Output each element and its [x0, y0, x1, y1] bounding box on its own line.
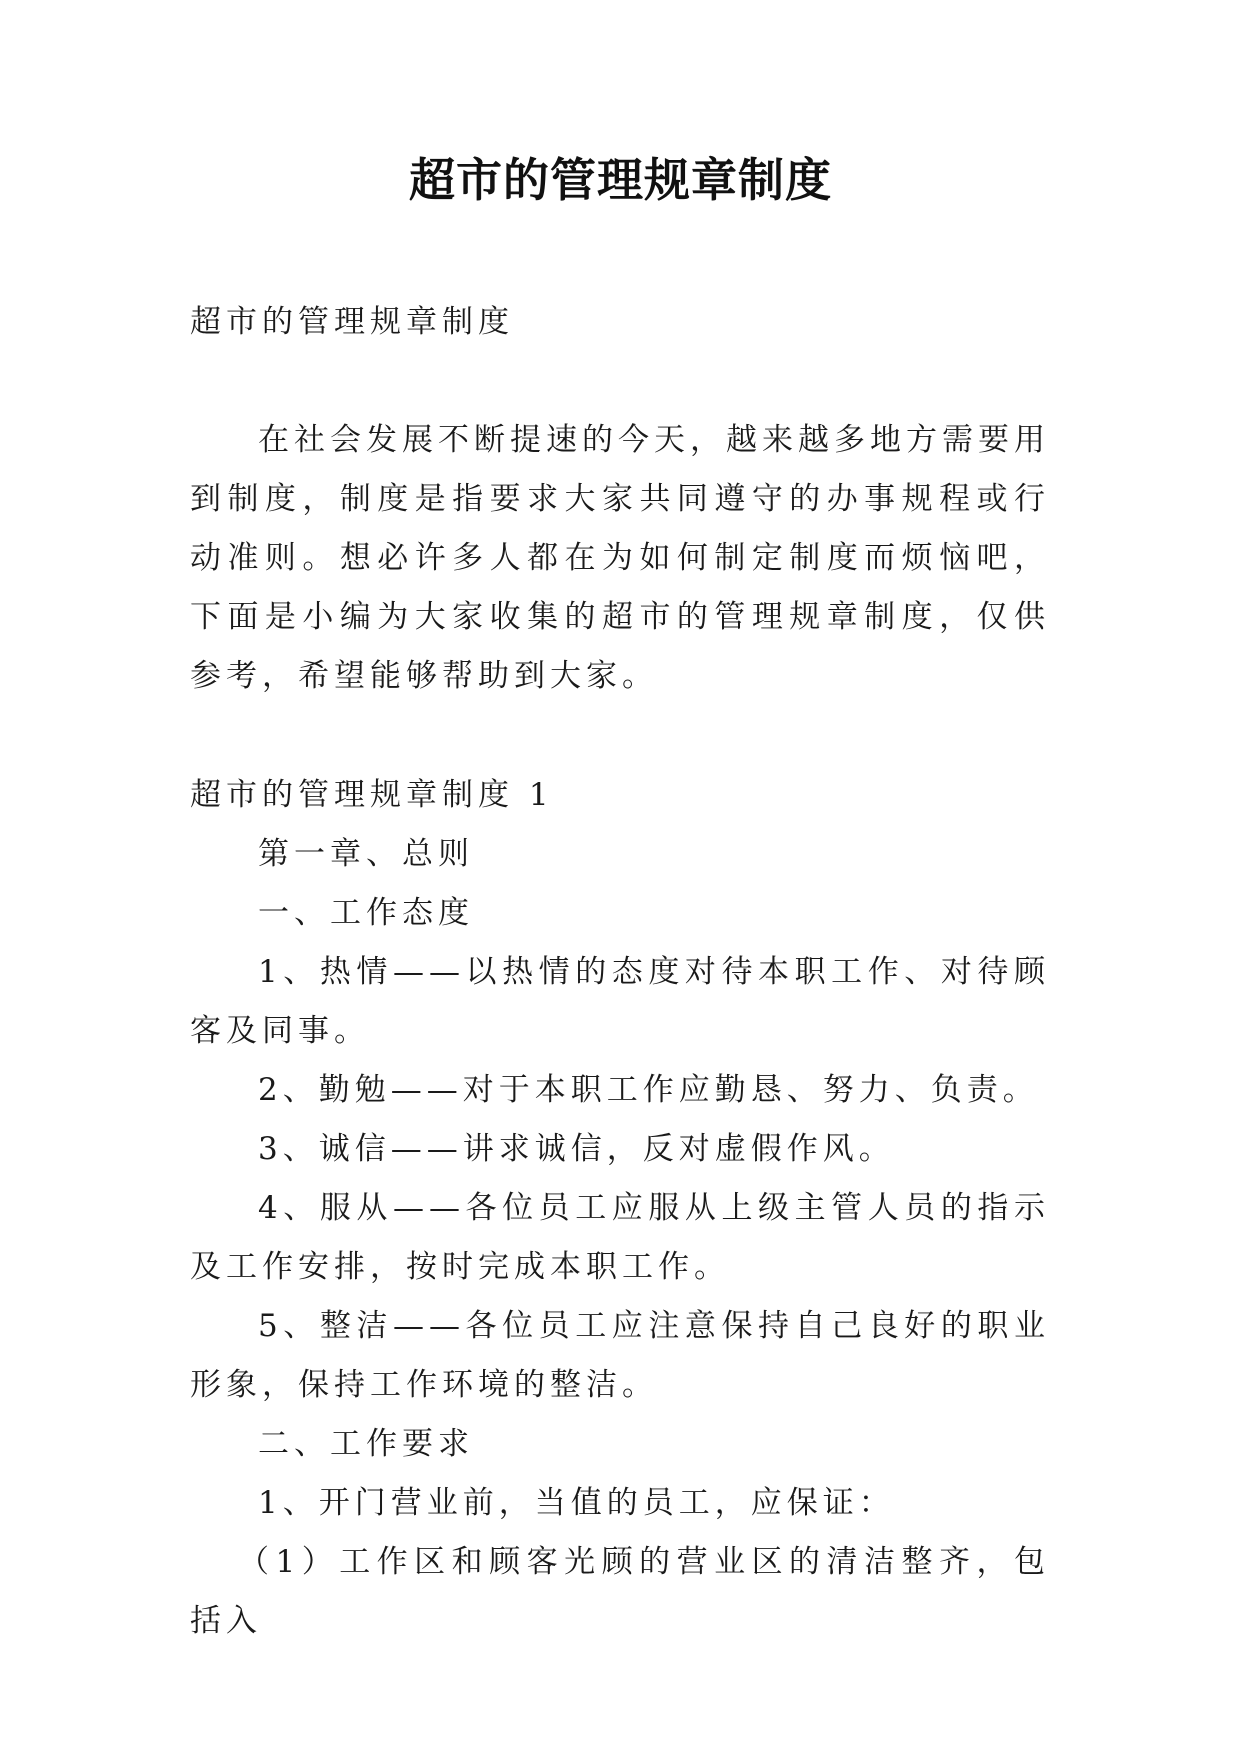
requirement-subitem: （1）工作区和顾客光顾的营业区的清洁整齐，包括入 [190, 1544, 1050, 1639]
part-heading-requirements: 二、工作要求 [258, 1426, 474, 1462]
chapter-heading: 第一章、总则 [258, 836, 474, 872]
attitude-item: 3、诚信——讲求诚信，反对虚假作风。 [258, 1131, 895, 1167]
requirement-item: 1、开门营业前，当值的员工，应保证： [258, 1485, 895, 1521]
attitude-item: 1、热情——以热情的态度对待本职工作、对待顾客及同事。 [190, 954, 1050, 1049]
intro-paragraph: 在社会发展不断提速的今天，越来越多地方需要用到制度，制度是指要求大家共同遵守的办事规程或行动准则。想必许多人都在为如何制定制度而烦恼吧，下面是小编为大家收集的超市的管理规章制度，仅供参考，希望能够帮助到大家。 [190, 422, 1050, 694]
attitude-item: 4、服从——各位员工应服从上级主管人员的指示及工作安排，按时完成本职工作。 [190, 1190, 1050, 1285]
part-heading-attitude: 一、工作态度 [258, 895, 474, 931]
attitude-item: 5、整洁——各位员工应注意保持自己良好的职业形象，保持工作环境的整洁。 [190, 1308, 1050, 1403]
attitude-item: 2、勤勉——对于本职工作应勤恳、努力、负责。 [258, 1072, 1039, 1108]
document-title: 超市的管理规章制度 [409, 153, 832, 207]
document-body [190, 293, 1050, 1651]
document-subtitle: 超市的管理规章制度 [190, 304, 514, 340]
section-heading: 超市的管理规章制度 1 [190, 777, 554, 813]
